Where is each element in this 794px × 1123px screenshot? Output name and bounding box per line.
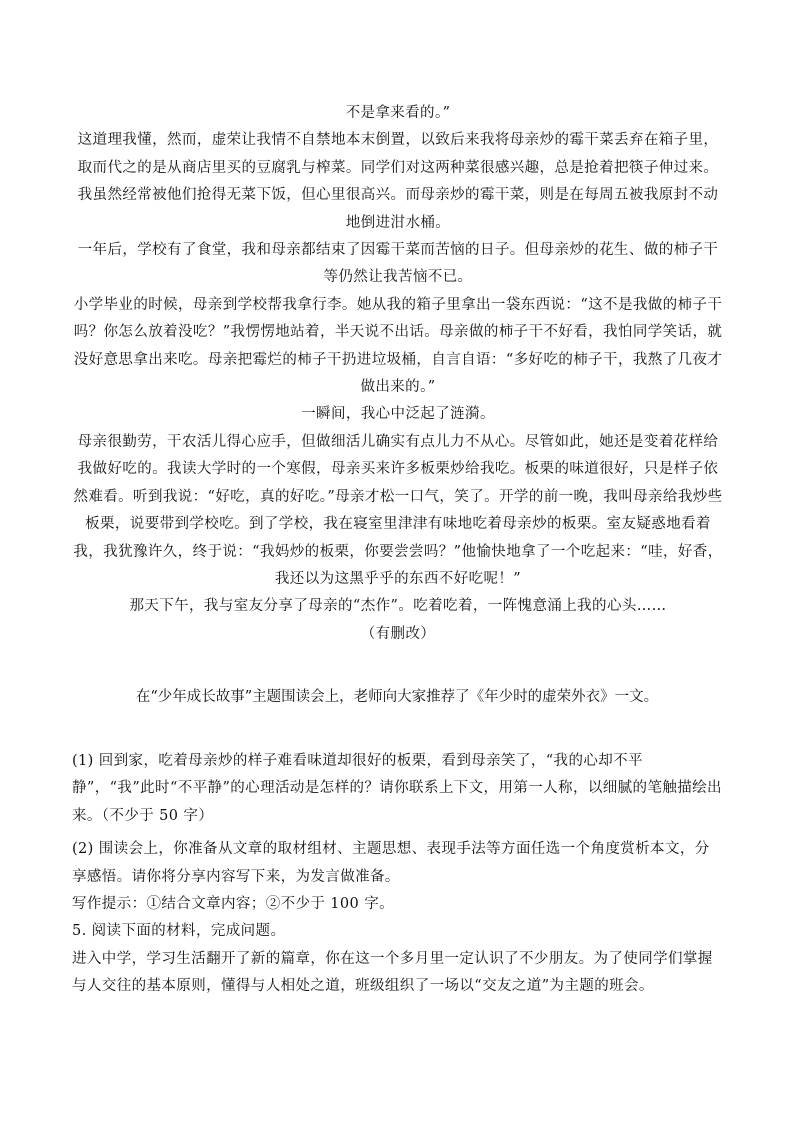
story-paragraph: 一年后，学校有了食堂，我和母亲都结束了因霉干菜而苦恼的日子。但母亲炒的花生、做的柿子干等仍然让我苦恼不已。 [77, 242, 719, 286]
story-paragraph: 不是拿来看的。” [345, 105, 451, 121]
story-paragraph: 母亲很勤劳，干农活儿得心应手，但做细活儿确实有点儿力不从心。尽管如此，她还是变着花样给我做好吃的。我读大学时的一个寒假，母亲买来许多板栗炒给我吃。板栗的味道很好，只是样子依然难看。听到我说：“好吃，真的好吃。”母亲才松一口气，笑了。开学的前一晚，我叫母亲给我炒些板栗，说要带到学校吃。到了学校，我在寝室里津津有味地吃着母亲炒的板栗。室友疑惑地看着我，我犹豫许久，终于说：“我妈炒的板栗，你要尝尝吗？”他愉快地拿了一个吃起来：“哇，好香，我还以为这黑乎乎的东西不好吃呢！” [73, 433, 723, 587]
question-2: (2) 围读会上，你准备从文章的取材组材、主题思想、表现手法等方面任选一个角度赏析本文，分享感悟。请你将分享内容写下来，为发言做准备。 [72, 841, 710, 885]
story-paragraph: 这道理我懂，然而，虚荣让我情不自禁地本末倒置，以致后来我将母亲炒的霉干菜丢弃在箱子里，取而代之的是从商店里买的豆腐乳与榨菜。同学们对这两种菜很感兴趣，总是抢着把筷子伸过来。我虽然经常被他们抢得无菜下饭，但心里很高兴。而母亲炒的霉干菜，则是在每周五被我原封不动地倒进泔水桶。 [77, 132, 719, 231]
story-passage [72, 100, 724, 648]
story-paragraph: 一瞬间，我心中泛起了涟漪。 [301, 406, 495, 423]
story-paragraph: 那天下午，我与室友分享了母亲的“杰作”。吃着吃着，一阵愧意涌上我的心头…… [129, 598, 667, 615]
source-note: （有删改） [360, 625, 436, 642]
reading-event-note: 在“少年成长故事”主题围读会上，老师向大家推荐了《年少时的虚荣外衣》一文。 [135, 689, 659, 705]
question-section [72, 748, 722, 1001]
material-paragraph: 进入中学，学习生活翻开了新的篇章，你在这一个多月里一定认识了不少朋友。为了使同学们掌握与人交往的基本原则，懂得与人相处之道，班级组织了一场以“交友之道”为主题的班会。 [72, 950, 713, 995]
question-5-heading: 5. 阅读下面的材料，完成问题。 [72, 923, 286, 940]
writing-tips: 写作提示：①结合文章内容；②不少于 100 字。 [72, 896, 394, 913]
question-1: (1) 回到家，吃着母亲炒的样子难看味道却很好的板栗，看到母亲笑了，“我的心却不平静”，“我”此时“不平静”的心理活动是怎样的？请你联系上下文，用第一人称，以细腻的笔触描绘出来。（不少于 50 字） [72, 753, 722, 824]
story-paragraph: 小学毕业的时候，母亲到学校帮我拿行李。她从我的箱子里拿出一袋东西说：“这不是我做的柿子干吗？你怎么放着没吃？”我愣愣地站着，半天说不出话。母亲做的柿子干不好看，我怕同学笑话，就没好意思拿出来吃。母亲把霉烂的柿子干扔进垃圾桶，自言自语：“多好吃的柿子干，我熬了几夜才做出来的。” [73, 296, 723, 396]
